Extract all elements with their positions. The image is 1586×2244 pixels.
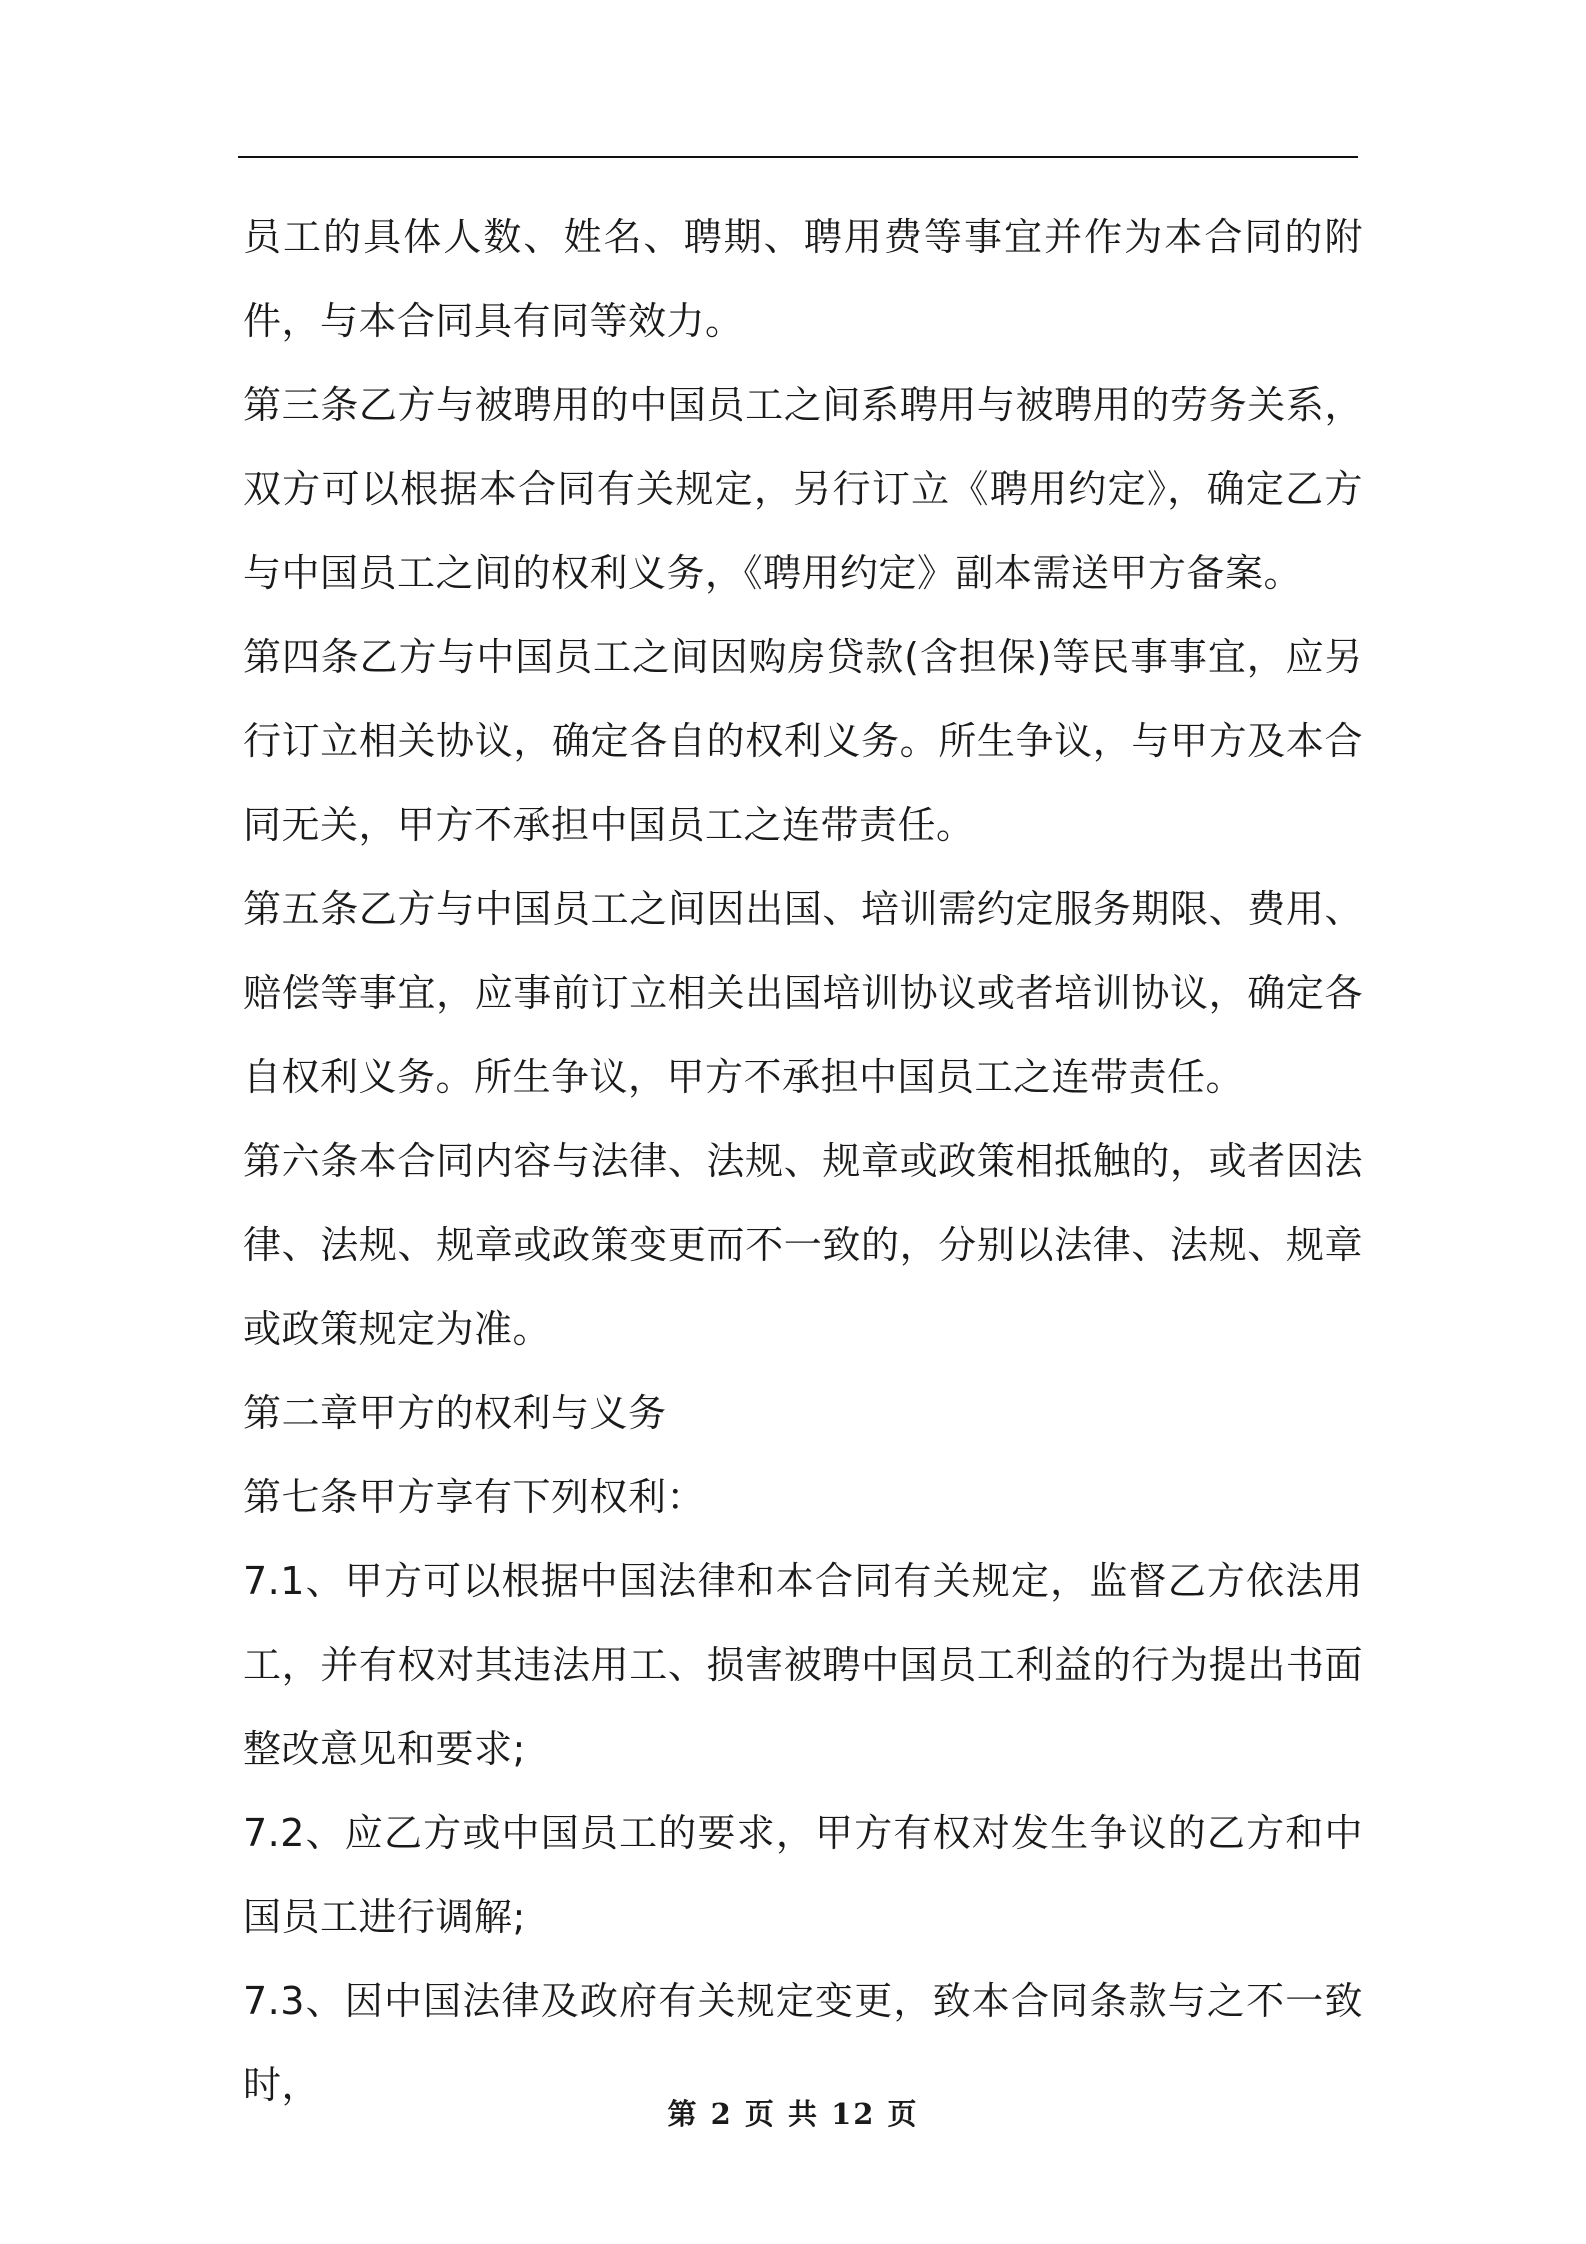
article-4-paragraph: 第四条乙方与中国员工之间因购房贷款(含担保)等民事事宜，应另行订立相关协议，确定各自的权利义务。所生争议，与甲方及本合同无关，甲方不承担中国员工之连带责任。 [243, 635, 1363, 847]
current-page-number: 2 [710, 2097, 733, 2131]
total-page-count: 12 [831, 2097, 876, 2131]
header-rule [238, 156, 1358, 158]
page-number-footer [0, 2092, 1586, 2133]
article-6-paragraph: 第六条本合同内容与法律、法规、规章或政策相抵触的，或者因法律、法规、规章或政策变更而不一致的，分别以法律、法规、规章或政策规定为准。 [243, 1139, 1363, 1351]
clause-7-2: 7.2、应乙方或中国员工的要求，甲方有权对发生争议的乙方和中国员工进行调解; [243, 1811, 1363, 1939]
clause-7-1: 7.1、甲方可以根据中国法律和本合同有关规定，监督乙方依法用工，并有权对其违法用工、损害被聘中国员工利益的行为提出书面整改意见和要求; [243, 1559, 1363, 1771]
article-7-paragraph: 第七条甲方享有下列权利： [243, 1475, 706, 1519]
document-body [243, 195, 1363, 2127]
footer-middle: 页 共 [744, 2097, 819, 2131]
footer-prefix: 第 [667, 2097, 699, 2131]
article-5-paragraph: 第五条乙方与中国员工之间因出国、培训需约定服务期限、费用、赔偿等事宜，应事前订立相关出国培训协议或者培训协议，确定各自权利义务。所生争议，甲方不承担中国员工之连带责任。 [243, 887, 1363, 1099]
article-3-paragraph: 第三条乙方与被聘用的中国员工之间系聘用与被聘用的劳务关系，双方可以根据本合同有关规定，另行订立《聘用约定》，确定乙方与中国员工之间的权利义务，《聘用约定》副本需送甲方备案。 [243, 383, 1363, 595]
chapter-2-heading: 第二章甲方的权利与义务 [243, 1391, 667, 1435]
paragraph-continuation: 员工的具体人数、姓名、聘期、聘用费等事宜并作为本合同的附件，与本合同具有同等效力。 [243, 215, 1363, 343]
clause-7-3: 7.3、因中国法律及政府有关规定变更，致本合同条款与之不一致时， [243, 1979, 1363, 2107]
footer-suffix: 页 [887, 2097, 919, 2131]
